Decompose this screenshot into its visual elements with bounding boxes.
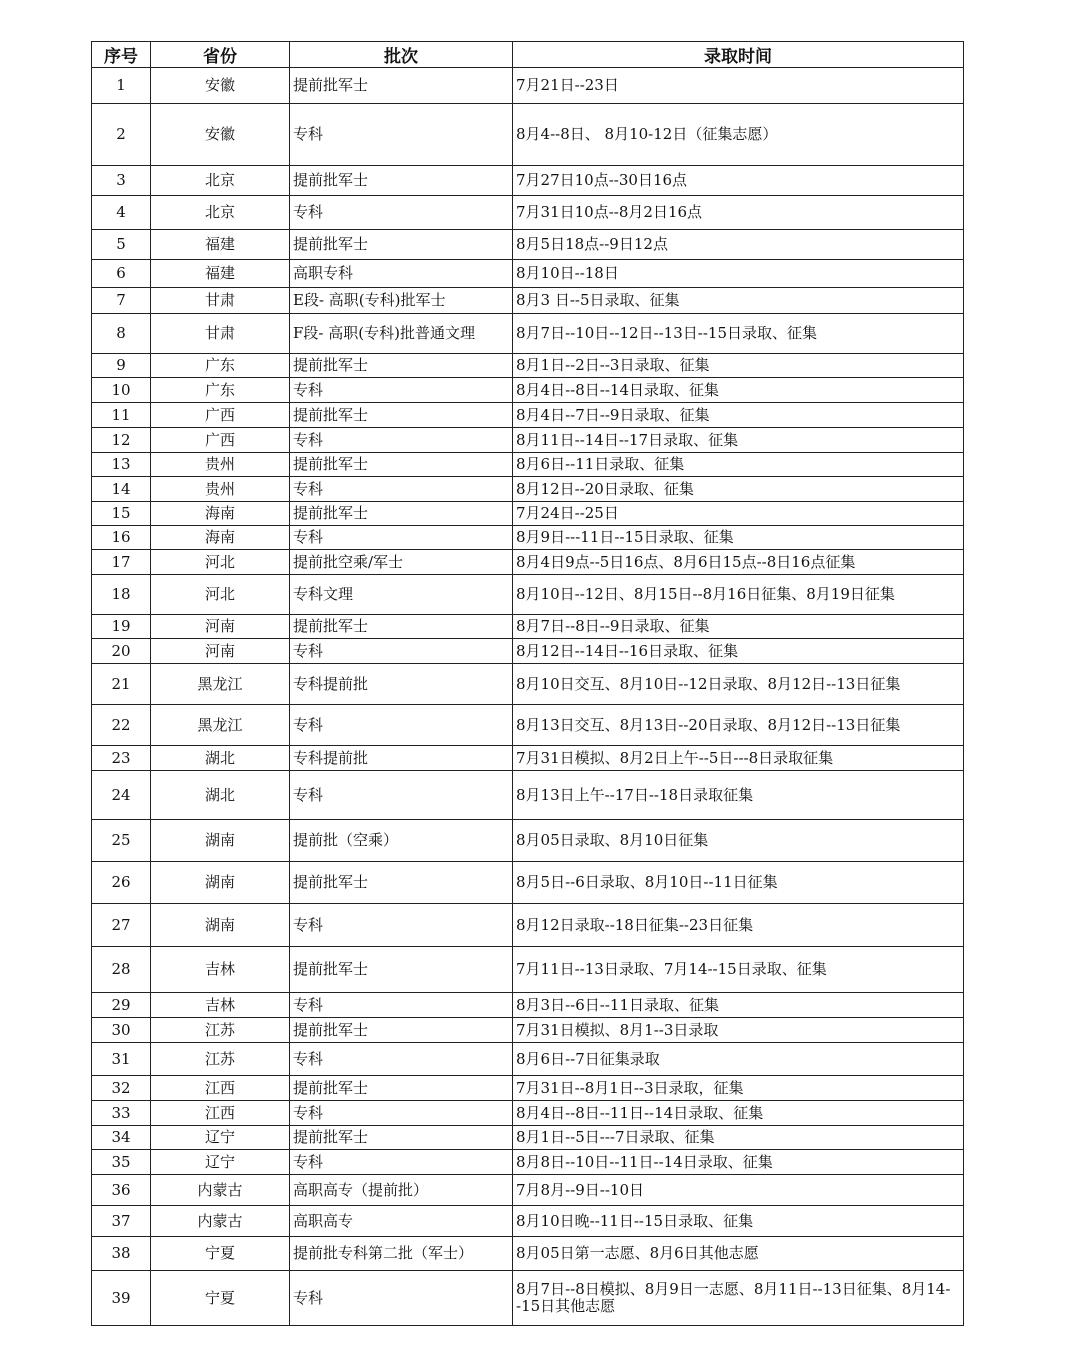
table-row <box>92 314 964 354</box>
cell-province: 辽宁 <box>151 1150 290 1175</box>
cell-admission-time: 7月31日模拟、8月2日上午--5日---8日录取征集 <box>513 746 964 771</box>
table-row <box>92 993 964 1018</box>
cell-serial: 27 <box>92 904 151 947</box>
cell-batch: 专科 <box>290 904 513 947</box>
table-row <box>92 1076 964 1101</box>
cell-serial: 32 <box>92 1076 151 1101</box>
cell-admission-time: 8月4--8日、 8月10-12日（征集志愿） <box>513 104 964 166</box>
table-row <box>92 1043 964 1076</box>
cell-province: 吉林 <box>151 993 290 1018</box>
cell-province: 北京 <box>151 166 290 196</box>
cell-batch: 高职高专 <box>290 1206 513 1237</box>
cell-admission-time: 8月7日--8日模拟、8月9日一志愿、8月11日--13日征集、8月14--15日其他志愿 <box>513 1271 964 1326</box>
cell-province: 海南 <box>151 526 290 550</box>
cell-admission-time: 8月4日--8日--14日录取、征集 <box>513 378 964 403</box>
cell-batch: 提前批军士 <box>290 230 513 260</box>
cell-batch: 提前批专科第二批（军士） <box>290 1237 513 1271</box>
table-row <box>92 746 964 771</box>
cell-admission-time: 8月05日录取、8月10日征集 <box>513 820 964 862</box>
cell-admission-time: 8月13日交互、8月13日--20日录取、8月12日--13日征集 <box>513 705 964 746</box>
cell-serial: 19 <box>92 615 151 639</box>
cell-province: 福建 <box>151 230 290 260</box>
cell-province: 湖南 <box>151 820 290 862</box>
header-province: 省份 <box>151 42 290 68</box>
cell-serial: 26 <box>92 862 151 904</box>
table-row <box>92 1206 964 1237</box>
cell-province: 黑龙江 <box>151 664 290 705</box>
cell-serial: 6 <box>92 260 151 288</box>
table-row <box>92 1237 964 1271</box>
cell-province: 江西 <box>151 1101 290 1126</box>
cell-admission-time: 8月5日--6日录取、8月10日--11日征集 <box>513 862 964 904</box>
cell-serial: 20 <box>92 639 151 664</box>
cell-batch: 专科 <box>290 1150 513 1175</box>
cell-serial: 12 <box>92 428 151 453</box>
table-row <box>92 820 964 862</box>
table-row <box>92 1126 964 1150</box>
cell-province: 宁夏 <box>151 1237 290 1271</box>
table-row <box>92 502 964 526</box>
table-row <box>92 230 964 260</box>
table-row <box>92 68 964 104</box>
cell-admission-time: 7月27日10点--30日16点 <box>513 166 964 196</box>
admission-schedule-sheet <box>91 41 963 1326</box>
header-row <box>92 42 964 68</box>
cell-batch: 提前批军士 <box>290 68 513 104</box>
cell-province: 内蒙古 <box>151 1175 290 1206</box>
cell-province: 江苏 <box>151 1043 290 1076</box>
table-row <box>92 1271 964 1326</box>
cell-batch: 提前批军士 <box>290 166 513 196</box>
cell-province: 河北 <box>151 550 290 575</box>
table-row <box>92 550 964 575</box>
table-row <box>92 428 964 453</box>
cell-province: 福建 <box>151 260 290 288</box>
cell-serial: 8 <box>92 314 151 354</box>
cell-serial: 31 <box>92 1043 151 1076</box>
cell-serial: 25 <box>92 820 151 862</box>
cell-province: 河北 <box>151 575 290 615</box>
table-row <box>92 1018 964 1043</box>
table-body <box>92 68 964 1326</box>
cell-batch: 专科 <box>290 993 513 1018</box>
table-row <box>92 1101 964 1126</box>
cell-admission-time: 7月8月--9日--10日 <box>513 1175 964 1206</box>
cell-admission-time: 8月8日--10日--11日--14日录取、征集 <box>513 1150 964 1175</box>
cell-serial: 11 <box>92 403 151 428</box>
cell-serial: 33 <box>92 1101 151 1126</box>
cell-admission-time: 7月31日--8月1日--3日录取，征集 <box>513 1076 964 1101</box>
cell-province: 海南 <box>151 502 290 526</box>
cell-province: 辽宁 <box>151 1126 290 1150</box>
cell-batch: 专科 <box>290 196 513 230</box>
cell-admission-time: 8月7日--8日--9日录取、征集 <box>513 615 964 639</box>
cell-province: 湖北 <box>151 771 290 820</box>
cell-admission-time: 8月4日9点--5日16点、8月6日15点--8日16点征集 <box>513 550 964 575</box>
cell-province: 甘肃 <box>151 288 290 314</box>
cell-serial: 38 <box>92 1237 151 1271</box>
cell-province: 江西 <box>151 1076 290 1101</box>
cell-batch: E段- 高职(专科)批军士 <box>290 288 513 314</box>
cell-serial: 22 <box>92 705 151 746</box>
table-row <box>92 705 964 746</box>
cell-serial: 3 <box>92 166 151 196</box>
cell-serial: 13 <box>92 453 151 477</box>
cell-admission-time: 8月3 日--5日录取、征集 <box>513 288 964 314</box>
table-row <box>92 477 964 502</box>
cell-admission-time: 8月05日第一志愿、8月6日其他志愿 <box>513 1237 964 1271</box>
table-row <box>92 378 964 403</box>
cell-admission-time: 8月10日交互、8月10日--12日录取、8月12日--13日征集 <box>513 664 964 705</box>
cell-serial: 35 <box>92 1150 151 1175</box>
cell-serial: 28 <box>92 947 151 993</box>
cell-batch: 提前批空乘/军士 <box>290 550 513 575</box>
header-serial: 序号 <box>92 42 151 68</box>
cell-serial: 23 <box>92 746 151 771</box>
cell-province: 河南 <box>151 639 290 664</box>
table-row <box>92 947 964 993</box>
cell-admission-time: 8月12日录取--18日征集--23日征集 <box>513 904 964 947</box>
cell-batch: 提前批军士 <box>290 354 513 378</box>
table-row <box>92 196 964 230</box>
cell-batch: 专科 <box>290 1043 513 1076</box>
cell-batch: 提前批军士 <box>290 453 513 477</box>
cell-batch: 专科 <box>290 378 513 403</box>
cell-admission-time: 8月1日--5日---7日录取、征集 <box>513 1126 964 1150</box>
cell-serial: 21 <box>92 664 151 705</box>
cell-province: 吉林 <box>151 947 290 993</box>
cell-admission-time: 7月24日--25日 <box>513 502 964 526</box>
cell-batch: 专科 <box>290 477 513 502</box>
cell-batch: 专科 <box>290 526 513 550</box>
cell-serial: 29 <box>92 993 151 1018</box>
cell-batch: 提前批军士 <box>290 1018 513 1043</box>
table-row <box>92 453 964 477</box>
table-row <box>92 639 964 664</box>
table-row <box>92 354 964 378</box>
cell-serial: 1 <box>92 68 151 104</box>
admission-schedule-table <box>91 41 964 1326</box>
cell-batch: 专科 <box>290 771 513 820</box>
cell-serial: 15 <box>92 502 151 526</box>
cell-batch: 提前批军士 <box>290 1126 513 1150</box>
cell-province: 河南 <box>151 615 290 639</box>
cell-admission-time: 8月5日18点--9日12点 <box>513 230 964 260</box>
cell-admission-time: 8月4日--7日--9日录取、征集 <box>513 403 964 428</box>
cell-batch: 专科 <box>290 104 513 166</box>
cell-batch: 高职专科 <box>290 260 513 288</box>
cell-admission-time: 8月13日上午--17日--18日录取征集 <box>513 771 964 820</box>
cell-province: 北京 <box>151 196 290 230</box>
cell-province: 甘肃 <box>151 314 290 354</box>
cell-province: 内蒙古 <box>151 1206 290 1237</box>
cell-batch: 专科文理 <box>290 575 513 615</box>
cell-province: 湖北 <box>151 746 290 771</box>
header-admission-time: 录取时间 <box>513 42 964 68</box>
cell-admission-time: 8月6日--7日征集录取 <box>513 1043 964 1076</box>
cell-batch: 专科 <box>290 1101 513 1126</box>
cell-batch: 提前批军士 <box>290 1076 513 1101</box>
cell-admission-time: 8月4日--8日--11日--14日录取、征集 <box>513 1101 964 1126</box>
cell-province: 安徽 <box>151 68 290 104</box>
cell-serial: 18 <box>92 575 151 615</box>
cell-batch: 提前批军士 <box>290 615 513 639</box>
cell-serial: 10 <box>92 378 151 403</box>
cell-batch: 提前批军士 <box>290 862 513 904</box>
cell-province: 广东 <box>151 378 290 403</box>
cell-batch: 专科 <box>290 705 513 746</box>
cell-serial: 4 <box>92 196 151 230</box>
cell-province: 宁夏 <box>151 1271 290 1326</box>
table-row <box>92 904 964 947</box>
cell-batch: 高职高专（提前批） <box>290 1175 513 1206</box>
cell-batch: 专科 <box>290 428 513 453</box>
cell-admission-time: 7月31日模拟、8月1--3日录取 <box>513 1018 964 1043</box>
cell-province: 黑龙江 <box>151 705 290 746</box>
cell-province: 广西 <box>151 428 290 453</box>
table-row <box>92 526 964 550</box>
cell-serial: 2 <box>92 104 151 166</box>
table-row <box>92 1150 964 1175</box>
cell-province: 广西 <box>151 403 290 428</box>
cell-serial: 7 <box>92 288 151 314</box>
cell-batch: 提前批军士 <box>290 947 513 993</box>
cell-batch: 专科提前批 <box>290 746 513 771</box>
table-row <box>92 862 964 904</box>
cell-serial: 16 <box>92 526 151 550</box>
cell-admission-time: 8月3日--6日--11日录取、征集 <box>513 993 964 1018</box>
table-row <box>92 403 964 428</box>
cell-province: 广东 <box>151 354 290 378</box>
table-row <box>92 664 964 705</box>
cell-serial: 9 <box>92 354 151 378</box>
table-row <box>92 104 964 166</box>
cell-admission-time: 8月10日--12日、8月15日--8月16日征集、8月19日征集 <box>513 575 964 615</box>
cell-batch: 提前批军士 <box>290 502 513 526</box>
table-row <box>92 615 964 639</box>
cell-batch: F段- 高职(专科)批普通文理 <box>290 314 513 354</box>
table-row <box>92 166 964 196</box>
cell-serial: 34 <box>92 1126 151 1150</box>
cell-admission-time: 7月11日--13日录取、7月14--15日录取、征集 <box>513 947 964 993</box>
cell-admission-time: 8月10日--18日 <box>513 260 964 288</box>
header-batch: 批次 <box>290 42 513 68</box>
table-row <box>92 771 964 820</box>
cell-admission-time: 7月31日10点--8月2日16点 <box>513 196 964 230</box>
table-row <box>92 260 964 288</box>
cell-serial: 39 <box>92 1271 151 1326</box>
table-row <box>92 288 964 314</box>
cell-admission-time: 8月6日--11日录取、征集 <box>513 453 964 477</box>
cell-province: 贵州 <box>151 477 290 502</box>
cell-batch: 提前批（空乘） <box>290 820 513 862</box>
cell-province: 湖南 <box>151 862 290 904</box>
cell-serial: 24 <box>92 771 151 820</box>
cell-admission-time: 8月12日--14日--16日录取、征集 <box>513 639 964 664</box>
cell-serial: 37 <box>92 1206 151 1237</box>
cell-serial: 17 <box>92 550 151 575</box>
cell-batch: 专科 <box>290 1271 513 1326</box>
cell-admission-time: 8月1日--2日--3日录取、征集 <box>513 354 964 378</box>
cell-admission-time: 8月7日--10日--12日--13日--15日录取、征集 <box>513 314 964 354</box>
cell-province: 安徽 <box>151 104 290 166</box>
cell-admission-time: 8月10日晚--11日--15日录取、征集 <box>513 1206 964 1237</box>
cell-batch: 专科 <box>290 639 513 664</box>
cell-province: 湖南 <box>151 904 290 947</box>
cell-serial: 5 <box>92 230 151 260</box>
table-row <box>92 575 964 615</box>
cell-admission-time: 8月11日--14日--17日录取、征集 <box>513 428 964 453</box>
table-row <box>92 1175 964 1206</box>
cell-serial: 30 <box>92 1018 151 1043</box>
cell-batch: 提前批军士 <box>290 403 513 428</box>
cell-province: 贵州 <box>151 453 290 477</box>
cell-admission-time: 8月9日---11日--15日录取、征集 <box>513 526 964 550</box>
cell-admission-time: 7月21日--23日 <box>513 68 964 104</box>
cell-serial: 14 <box>92 477 151 502</box>
cell-batch: 专科提前批 <box>290 664 513 705</box>
cell-serial: 36 <box>92 1175 151 1206</box>
cell-admission-time: 8月12日--20日录取、征集 <box>513 477 964 502</box>
cell-province: 江苏 <box>151 1018 290 1043</box>
